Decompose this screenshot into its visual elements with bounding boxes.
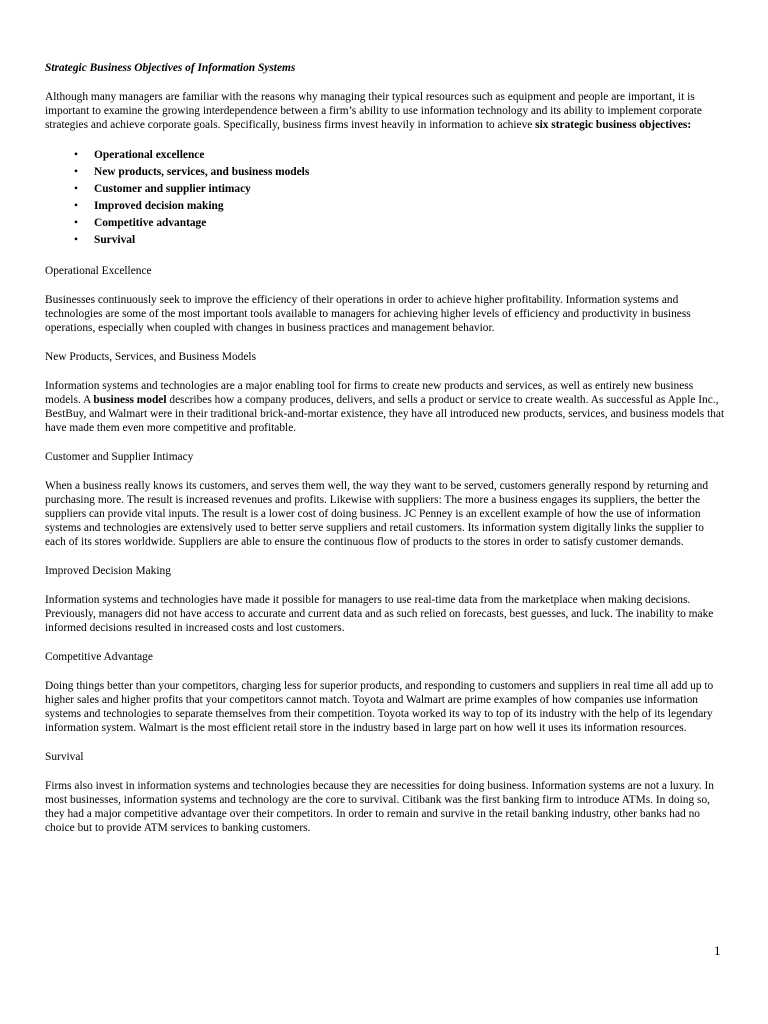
list-item <box>45 198 725 215</box>
document-page <box>45 61 725 850</box>
section-paragraph-new-products <box>45 379 725 435</box>
bullet-icon: • <box>74 149 78 161</box>
list-item <box>45 232 725 249</box>
list-item <box>45 164 725 181</box>
section-heading-improved-decision-making: Improved Decision Making <box>45 565 171 577</box>
intro-paragraph <box>45 90 725 132</box>
section-heading-competitive-advantage: Competitive Advantage <box>45 651 153 663</box>
bullet-icon: • <box>74 183 78 195</box>
section-heading-new-products: New Products, Services, and Business Models <box>45 351 257 363</box>
section-heading-operational-excellence: Operational Excellence <box>45 265 152 277</box>
document-title: Strategic Business Objectives of Information Systems <box>45 62 296 74</box>
objective-label: Customer and supplier intimacy <box>94 183 251 195</box>
section-heading-survival: Survival <box>45 751 84 763</box>
intro-bold-phrase: six strategic business objectives: <box>535 119 692 131</box>
objectives-list <box>45 147 725 249</box>
paragraph-text-after: describes how a company produces, delivers, and sells a product or service to create wealth. As successful as Apple Inc., BestBuy, and Walmart were in their traditional brick-and-mortar existence, they have all introduced new products, services, and business models that have made them even more competitive and profitable. <box>45 394 725 434</box>
section-paragraph-customer-supplier-intimacy: When a business really knows its customers, and serves them well, the way they want to be served, customers generally respond by returning and purchasing more. The result is increased revenues and profits. Likewise with suppliers: The more a business engages its suppliers, the better the suppliers can provide vital inputs. The result is a lower cost of doing business. JC Penney is an excellent example of how the use of information systems and technologies are extensively used to better serve suppliers and retail customers. Its information system digitally links the supplier to each of its stores worldwide. Suppliers are able to ensure the continuous flow of products to the stores in order to satisfy customer demands. <box>45 480 709 548</box>
objective-label: Operational excellence <box>94 149 205 161</box>
bullet-icon: • <box>74 200 78 212</box>
page-number: 1 <box>714 943 721 958</box>
list-item <box>45 215 725 232</box>
paragraph-text-before: Information systems and technologies are a major enabling tool for firms to create new products and services, as well as entirely new business models. A <box>45 380 694 406</box>
bullet-icon: • <box>74 234 78 246</box>
objective-label: Survival <box>94 234 136 246</box>
list-item <box>45 147 725 164</box>
section-heading-customer-supplier-intimacy: Customer and Supplier Intimacy <box>45 451 194 463</box>
bullet-icon: • <box>74 166 78 178</box>
objective-label: Competitive advantage <box>94 217 207 229</box>
intro-text: Although many managers are familiar with the reasons why managing their typical resources such as equipment and people are important, it is important to examine the growing interdependence between a firm’s ability to use information technology and its ability to implement corporate strategies and achieve corporate goals. Specifically, business firms invest heavily in information to achieve <box>45 91 702 131</box>
section-paragraph-survival: Firms also invest in information systems and technologies because they are necessities for doing business. Information systems are not a luxury. In most businesses, information systems and technology are the core to survival. Citibank was the first banking firm to introduce ATMs. In doing so, they had a major competitive advantage over their competitors. In order to remain and survive in the retail banking industry, other banks had no choice but to provide ATM services to banking customers. <box>45 780 714 834</box>
business-model-term: business model <box>93 394 167 406</box>
objective-label: Improved decision making <box>94 200 224 212</box>
section-paragraph-operational-excellence: Businesses continuously seek to improve the efficiency of their operations in order to achieve higher profitability. Information systems and technologies are some of the most important tools available to managers for achieving higher levels of efficiency and productivity in business operations, especially when coupled with changes in business practices and management behavior. <box>45 294 691 334</box>
objective-label: New products, services, and business models <box>94 166 310 178</box>
section-paragraph-competitive-advantage: Doing things better than your competitors, charging less for superior products, and responding to customers and suppliers in real time all add up to higher sales and higher profits that your competitors cannot match. Toyota and Walmart are prime examples of how companies use information systems and technologies to separate themselves from their competition. Toyota worked its way to top of its industry with the help of its legendary information system. Walmart is the most efficient retail store in the industry based in large part on how well it uses its information resources. <box>45 680 714 734</box>
bullet-icon: • <box>74 217 78 229</box>
section-paragraph-improved-decision-making: Information systems and technologies have made it possible for managers to use real-time data from the marketplace when making decisions. Previously, managers did not have access to accurate and current data and as such relied on forecasts, best guesses, and luck. The inability to make informed decisions resulted in increased costs and lost customers. <box>45 594 714 634</box>
list-item <box>45 181 725 198</box>
